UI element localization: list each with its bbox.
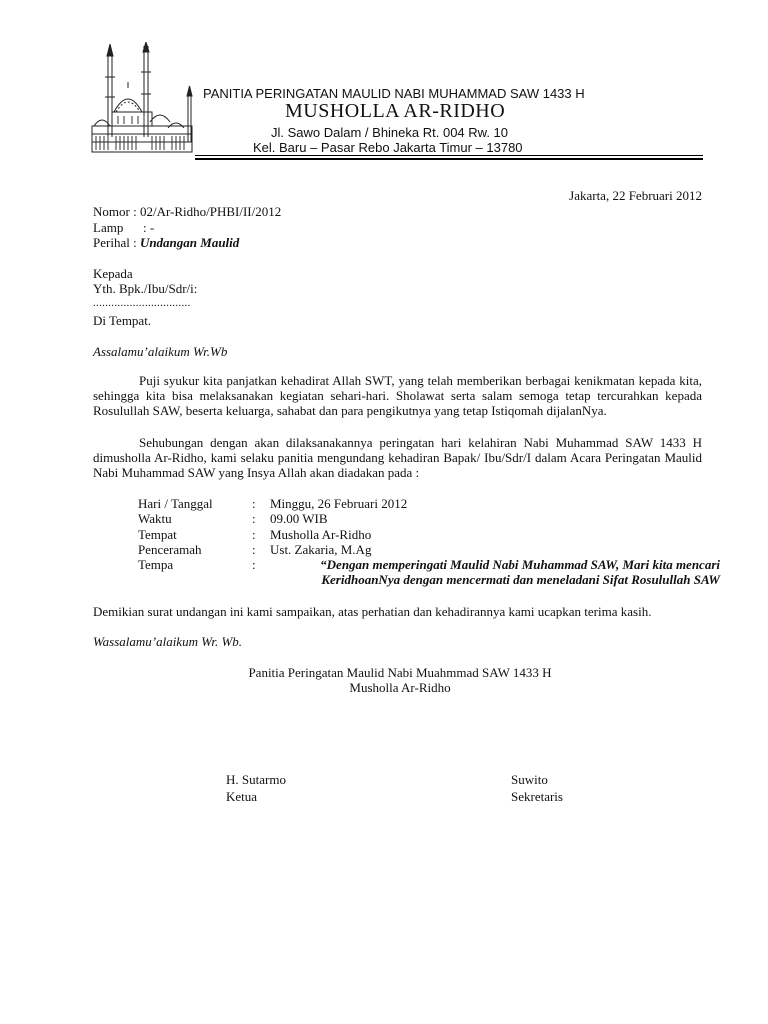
paragraph-1-text: Puji syukur kita panjatkan kehadirat Allah SWT, yang telah memberikan berbagai kenikmatan kepada kita, sehingga kita bisa melaksanakan kegiatan sehari-hari. Sholawat serta salam semoga tetap tercurahkan kepada Rosulullah SAW, beserta keluarga, sahabat dan para pengikutnya yang tetap Istiqomah dijalanNya. bbox=[93, 373, 702, 418]
org-name: MUSHOLLA AR-RIDHO bbox=[285, 100, 506, 122]
signer-1-role: Ketua bbox=[226, 789, 258, 804]
lamp-row bbox=[93, 220, 154, 235]
nomor-row bbox=[93, 204, 281, 219]
sign-org-1: Panitia Peringatan Maulid Nabi Muahmmad SAW 1433 H bbox=[248, 665, 552, 680]
event-label: Waktu bbox=[138, 511, 172, 526]
paragraph-1 bbox=[93, 373, 702, 418]
event-label: Penceramah bbox=[138, 542, 202, 557]
lamp-value: : - bbox=[143, 220, 155, 235]
lamp-label: Lamp bbox=[93, 220, 124, 235]
recipient-line: Yth. Bpk./Ibu/Sdr/i: bbox=[93, 281, 198, 296]
event-label: Hari / Tanggal bbox=[138, 496, 213, 511]
event-colon: : bbox=[252, 527, 256, 542]
closing-paragraph: Demikian surat undangan ini kami sampaikan, atas perhatian dan kehadirannya kami ucapkan terima kasih. bbox=[93, 604, 652, 619]
nomor-value: 02/Ar-Ridho/PHBI/II/2012 bbox=[139, 204, 282, 219]
perihal-value: Undangan Maulid bbox=[139, 235, 240, 250]
header-divider-thick bbox=[195, 158, 703, 160]
event-value: Ust. Zakaria, M.Ag bbox=[270, 542, 372, 557]
theme-line-1: “Dengan memperingati Maulid Nabi Muhammad SAW, Mari kita mencari bbox=[320, 557, 720, 572]
farewell: Wassalamu’alaikum Wr. Wb. bbox=[93, 634, 243, 649]
kepada: Kepada bbox=[93, 266, 133, 281]
paragraph-2-text: Sehubungan dengan akan dilaksanakannya peringatan hari kelahiran Nabi Muhammad SAW 1433 H dimusholla Ar-Ridho, kami selaku panitia mengundang kehadiran Bapak/ Ibu/Sdr/I dalam Acara Peringatan Maulid Nabi Muhammad SAW yang Insya Allah akan diadakan pada : bbox=[93, 435, 702, 480]
event-value: Minggu, 26 Februari 2012 bbox=[270, 496, 408, 511]
mosque-icon bbox=[88, 42, 196, 158]
event-value: Musholla Ar-Ridho bbox=[270, 527, 372, 542]
event-value: 09.00 WIB bbox=[270, 511, 328, 526]
nomor-label: Nomor : bbox=[93, 204, 137, 219]
address-line-2: Kel. Baru – Pasar Rebo Jakarta Timur – 13780 bbox=[253, 140, 523, 155]
signer-2-name: Suwito bbox=[511, 772, 548, 787]
event-colon: : bbox=[252, 511, 256, 526]
perihal-row bbox=[93, 235, 239, 250]
signer-2-role: Sekretaris bbox=[511, 789, 563, 804]
event-colon: : bbox=[252, 496, 256, 511]
event-label: Tempa bbox=[138, 557, 174, 572]
event-colon: : bbox=[252, 557, 256, 572]
perihal-label: Perihal : bbox=[93, 235, 137, 250]
sign-org-2: Musholla Ar-Ridho bbox=[349, 680, 451, 695]
event-label: Tempat bbox=[138, 527, 177, 542]
committee-title: PANITIA PERINGATAN MAULID NABI MUHAMMAD SAW 1433 H bbox=[203, 86, 585, 101]
address-line-1: Jl. Sawo Dalam / Bhineka Rt. 004 Rw. 10 bbox=[271, 125, 509, 140]
greeting: Assalamu’alaikum Wr.Wb bbox=[93, 344, 228, 359]
paragraph-2 bbox=[93, 435, 702, 480]
di-tempat: Di Tempat. bbox=[93, 313, 152, 328]
recipient-dots: ................................ bbox=[93, 297, 191, 309]
place-date: Jakarta, 22 Februari 2012 bbox=[569, 188, 702, 203]
theme-line-2: KeridhoanNya dengan mencermati dan meneladani Sifat Rosulullah SAW bbox=[321, 572, 720, 587]
event-colon: : bbox=[252, 542, 256, 557]
signer-1-name: H. Sutarmo bbox=[226, 772, 286, 787]
event-theme bbox=[270, 557, 720, 587]
header-divider bbox=[195, 155, 703, 156]
